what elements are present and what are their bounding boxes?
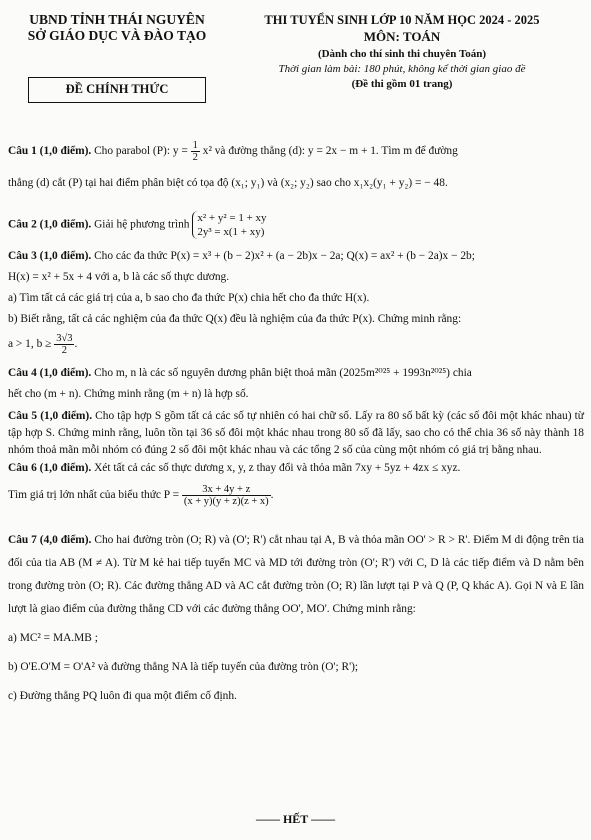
q3-part-b: b) Biết rằng, tất cả các nghiệm của đa thức Q(x) đều là nghiệm của đa thức P(x). Chứng minh rằng: <box>8 313 462 325</box>
q4-text-a: Cho m, n là các số nguyên dương phân biệt thoả mãn (2025m²⁰²⁵ + 1993n²⁰²⁵) chia <box>94 367 472 379</box>
q5-text: Cho tập hợp S gồm tất cả các số tự nhiên có hai chữ số. Lấy ra 80 số bất kỳ (các số đôi một khác nhau) từ tập hợp S. Chứng minh rằng, luôn tồn tại 36 số đôi một khác nhau trong 80 số đã lấy, sao cho có thể chia 36 số này thành 18 nhóm thoả mãn mỗi nhóm có đúng 2 số đôi một khác nhau và các tổng 2 số của cùng một nhóm có giá trị bằng nhau. <box>8 410 584 456</box>
q3-fraction <box>54 333 74 356</box>
q3-part-b2-pre: a > 1, b ≥ <box>8 338 55 351</box>
question-4 <box>8 366 584 381</box>
question-5 <box>8 408 584 459</box>
q7-part-c: c) Đường thẳng PQ luôn đi qua một điểm cố định. <box>8 690 237 702</box>
q6-text-b: Tìm giá trị lớn nhất của biểu thức P = <box>8 489 182 502</box>
q6-frac-den: (x + y)(y + z)(z + x) <box>183 496 269 507</box>
q2-text: Giải hệ phương trình <box>94 218 190 231</box>
q3-part-a: a) Tìm tất cả các giá trị của a, b sao cho đa thức P(x) chia hết cho đa thức H(x). <box>8 292 370 304</box>
q7-text: Cho hai đường tròn (O; R) và (O'; R') cắt nhau tại A, B và thỏa mãn OO' > R > R'. Điểm M di động trên tia đối của tia AB (M ≠ A). Từ M kẻ hai tiếp tuyến MC và MD tới đường tròn (O'; R') với C, D là các tiếp điểm và D nằm bên trong đường tròn (O; R). Các đường thẳng AD và AC cắt đường tròn (O; R) lần lượt tại P và Q (P, Q khác A). Gọi N và E lần lượt là giao điểm của đường thẳng CD với các đường thẳng OO', MO'. Chứng minh rằng: <box>8 534 584 615</box>
end-mark: —— HẾT —— <box>255 812 336 826</box>
q3-frac-num: 3√3 <box>56 333 73 344</box>
header-right <box>232 12 572 92</box>
q3-text-a: Cho các đa thức P(x) = x³ + (b − 2)x² + (a − 2b)x − 2a; Q(x) = ax² + (b − 2a)x − 2b; <box>94 250 475 262</box>
q1-frac-num: 1 <box>192 140 198 151</box>
q7-label: Câu 7 (4,0 điểm). <box>8 534 92 546</box>
question-7 <box>8 529 584 621</box>
q4-text-b: hết cho (m + n). Chứng minh rằng (m + n) là hợp số. <box>8 388 249 400</box>
q5-label: Câu 5 (1,0 điểm). <box>8 410 93 422</box>
subject: MÔN: TOÁN <box>363 29 441 44</box>
pages-note: (Đề thi gồm 01 trang) <box>351 78 453 90</box>
q3-frac-den: 2 <box>61 345 67 356</box>
q6-label: Câu 6 (1,0 điểm). <box>8 462 92 474</box>
q6-text-a: Xét tất cả các số thực dương x, y, z thay đổi và thỏa mãn 7xy + 5yz + 4zx ≤ xyz. <box>94 462 461 474</box>
exam-title: THI TUYỂN SINH LỚP 10 NĂM HỌC 2024 - 2025 <box>264 13 540 27</box>
q7-part-b: b) O'E.O'M = O'A² và đường thẳng NA là tiếp tuyến của đường tròn (O'; R'); <box>8 661 359 673</box>
questions <box>8 140 584 704</box>
q1-fraction <box>191 140 200 163</box>
official-label: ĐỀ CHÍNH THỨC <box>28 77 206 103</box>
q6-text-b-line: Tìm giá trị lớn nhất của biểu thức P = $\frac{3x + 4y + z}{(x + y)(y + z)(z + x)}$ . <box>8 484 274 507</box>
agency-name: UBND TỈNH THÁI NGUYÊN <box>29 12 205 27</box>
department-name: SỞ GIÁO DỤC VÀ ĐÀO TẠO <box>27 28 207 43</box>
time-note: Thời gian làm bài: 180 phút, không kể thời gian giao đề <box>278 63 526 75</box>
q1-text-c: thẳng (d) cắt (P) tại hai điểm phân biệt có tọa độ (x₁; y₁) và (x₂; y₂) sao cho x₁x₂(y₁ + y₂) = − 48. <box>8 177 448 189</box>
q1-text-a: Cho parabol (P): y = <box>94 145 191 158</box>
audience-note: (Dành cho thí sinh thi chuyên Toán) <box>317 48 487 60</box>
q3-text-b: H(x) = x² + 5x + 4 với a, b là các số thực dương. <box>8 271 230 283</box>
question-3 <box>8 249 584 264</box>
question-2 <box>8 211 584 239</box>
q4-label: Câu 4 (1,0 điểm). <box>8 367 92 379</box>
q1-text-b: x² và đường thẳng (d): y = 2x − m + 1. Tìm m để đường <box>202 145 458 158</box>
q2-system <box>192 211 266 239</box>
q3-part-b2: a > 1, b ≥ $\frac{3√3}{2}$ . <box>8 333 78 356</box>
question-1 <box>8 140 584 163</box>
question-6 <box>8 461 584 476</box>
q2-eq1: x² + y² = 1 + xy <box>197 212 267 224</box>
q1-frac-den: 2 <box>192 152 198 163</box>
q6-fraction <box>182 484 271 507</box>
q3-label: Câu 3 (1,0 điểm). <box>8 250 92 262</box>
q2-eq2: 2y³ = x(1 + xy) <box>197 226 265 238</box>
q2-label: Câu 2 (1,0 điểm). <box>8 218 92 231</box>
q7-part-a: a) MC² = MA.MB ; <box>8 632 98 644</box>
q1-label: Câu 1 (1,0 điểm). <box>8 145 92 158</box>
header-left <box>22 12 212 44</box>
q6-frac-num: 3x + 4y + z <box>182 484 271 496</box>
